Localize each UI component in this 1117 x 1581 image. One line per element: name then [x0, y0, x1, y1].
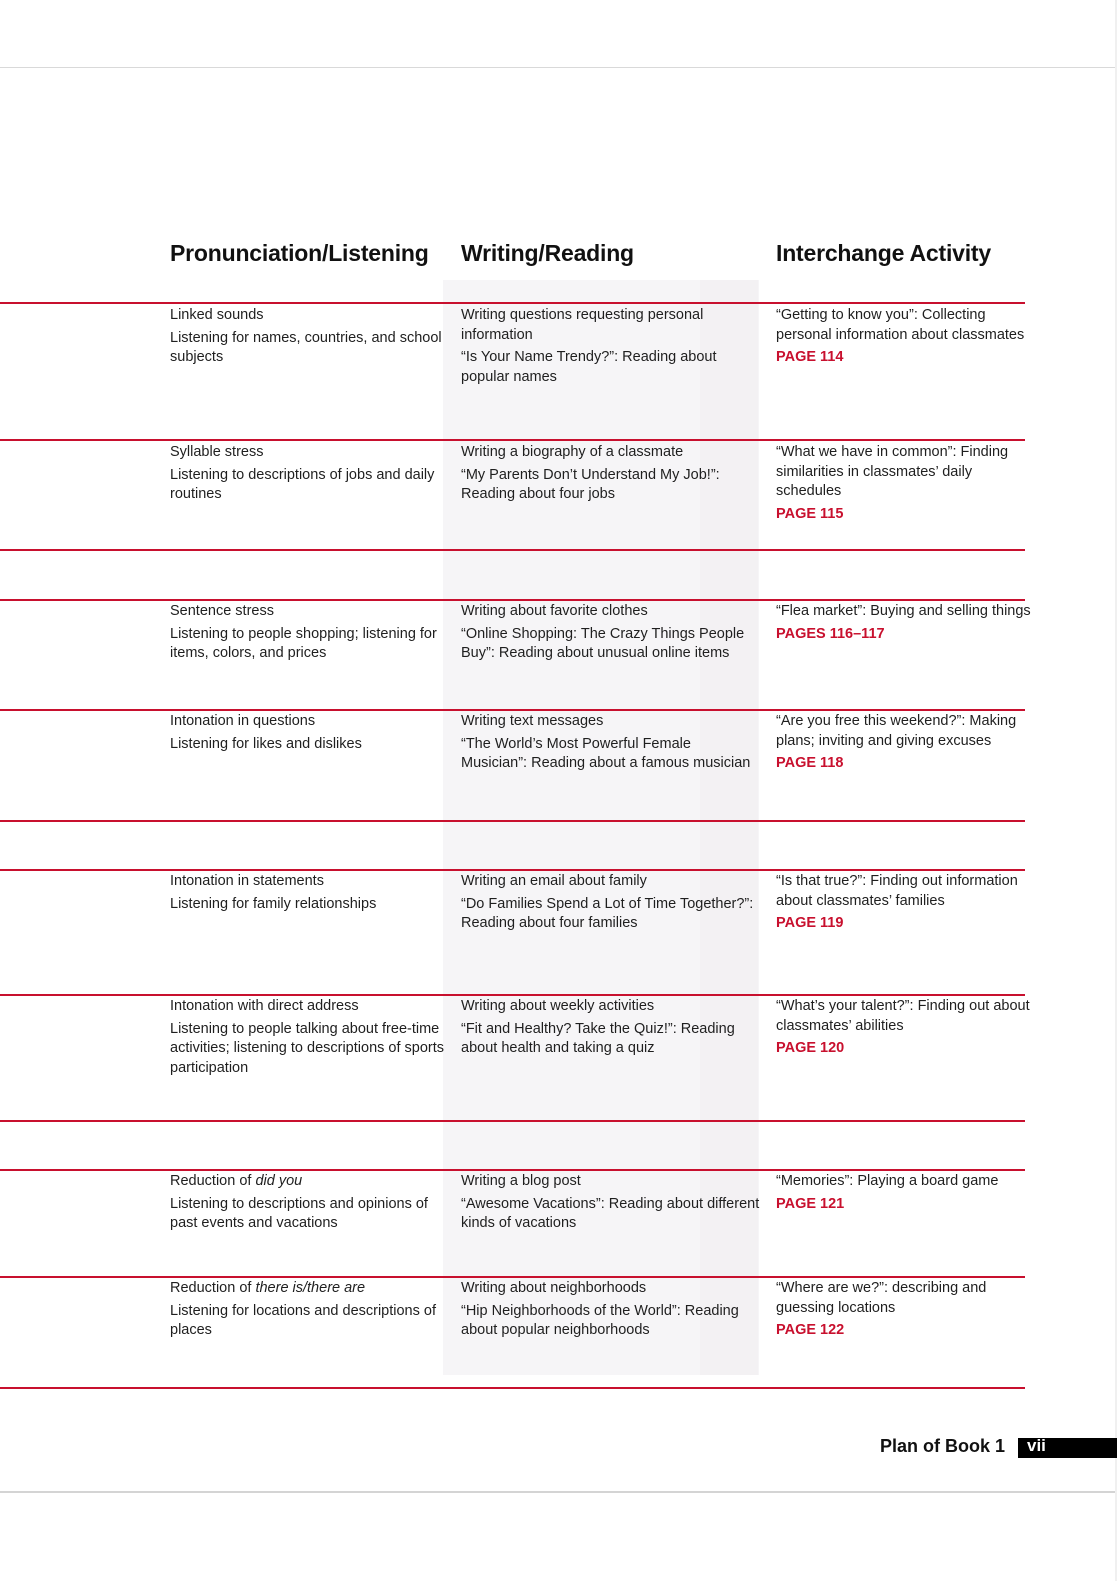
- table-row-2-pronunciation: [170, 443, 450, 508]
- pronunciation-italic-term: did you: [255, 1173, 303, 1189]
- pronunciation-topic: Sentence stress: [170, 603, 274, 619]
- listening-topic: Listening to people talking about free-time activities; listening to descriptions of sports participation: [170, 1020, 445, 1076]
- listening-topic: Listening for likes and dislikes: [170, 735, 362, 752]
- row-divider: [0, 439, 1025, 441]
- writing-topic: Writing questions requesting personal information: [461, 307, 704, 343]
- pronunciation-topic: Intonation with direct address: [170, 998, 359, 1014]
- table-row-3-writing: [461, 602, 761, 667]
- table-row-3-activity: [776, 602, 1031, 647]
- pronunciation-topic: Intonation in statements: [170, 873, 324, 889]
- writing-topic: Writing text messages: [461, 713, 604, 729]
- header-writing-reading: Writing/Reading: [461, 240, 634, 266]
- activity-page-link[interactable]: PAGE 115: [776, 505, 844, 522]
- activity-page-link[interactable]: PAGES 116–117: [776, 625, 885, 642]
- table-row-7-activity: [776, 1172, 1031, 1217]
- activity-page-link[interactable]: PAGE 121: [776, 1195, 845, 1212]
- writing-topic: Writing a blog post: [461, 1173, 581, 1189]
- pronunciation-prefix: Reduction of: [170, 1173, 256, 1189]
- pronunciation-topic: [170, 1279, 450, 1299]
- reading-topic: “Fit and Healthy? Take the Quiz!”: Reading about health and taking a quiz: [461, 1020, 735, 1056]
- table-row-8-pronunciation: [170, 1279, 450, 1344]
- writing-topic: Writing a biography of a classmate: [461, 444, 684, 460]
- activity-description: “Where are we?”: describing and guessing locations: [776, 1280, 987, 1316]
- pronunciation-topic: Intonation in questions: [170, 713, 316, 729]
- reading-topic: “Hip Neighborhoods of the World”: Reading about popular neighborhoods: [461, 1302, 739, 1338]
- reading-topic: “Awesome Vacations”: Reading about different kinds of vacations: [461, 1195, 760, 1231]
- header-interchange-activity: Interchange Activity: [776, 240, 991, 266]
- activity-description: “Flea market”: Buying and selling things: [776, 603, 1031, 619]
- listening-topic: Listening for family relationships: [170, 895, 377, 912]
- table-row-8-activity: [776, 1279, 1031, 1344]
- table-row-4-writing: [461, 712, 761, 777]
- reading-topic: “Online Shopping: The Crazy Things People Buy”: Reading about unusual online items: [461, 625, 745, 661]
- scan-edge-top: [0, 67, 1117, 68]
- table-row-5-activity: [776, 872, 1031, 937]
- listening-topic: Listening to people shopping; listening for items, colors, and prices: [170, 625, 437, 661]
- writing-topic: Writing about favorite clothes: [461, 603, 648, 619]
- writing-topic: Writing about neighborhoods: [461, 1280, 647, 1296]
- page-number: vii: [1027, 1436, 1046, 1455]
- row-divider: [0, 1276, 1025, 1278]
- activity-description: “Getting to know you”: Collecting personal information about classmates: [776, 307, 1025, 343]
- reading-topic: “My Parents Don’t Understand My Job!”: Reading about four jobs: [461, 466, 720, 502]
- reading-topic: “Is Your Name Trendy?”: Reading about popular names: [461, 349, 717, 385]
- table-row-1-writing: [461, 306, 761, 390]
- table-row-2-writing: [461, 443, 761, 508]
- table-row-6-pronunciation: [170, 997, 450, 1081]
- pronunciation-topic: [170, 1172, 450, 1192]
- row-divider: [0, 599, 1025, 601]
- table-row-5-writing: [461, 872, 761, 937]
- activity-page-link[interactable]: PAGE 120: [776, 1040, 845, 1056]
- writing-topic: Writing about weekly activities: [461, 998, 655, 1014]
- writing-topic: Writing an email about family: [461, 873, 647, 889]
- table-row-7-writing: [461, 1172, 761, 1237]
- row-divider: [0, 1387, 1025, 1389]
- row-divider: [0, 820, 1025, 822]
- table-row-6-activity: [776, 997, 1031, 1062]
- activity-page-link[interactable]: PAGE 114: [776, 349, 844, 365]
- pronunciation-topic: Linked sounds: [170, 307, 264, 323]
- activity-page-link[interactable]: PAGE 122: [776, 1322, 845, 1338]
- listening-topic: Listening to descriptions and opinions of past events and vacations: [170, 1195, 428, 1231]
- table-row-1-pronunciation: [170, 306, 450, 371]
- listening-topic: Listening for locations and descriptions of places: [170, 1302, 436, 1338]
- activity-description: “Memories”: Playing a board game: [776, 1173, 999, 1189]
- activity-description: “Is that true?”: Finding out information about classmates’ families: [776, 873, 1018, 909]
- row-divider: [0, 709, 1025, 711]
- pronunciation-italic-term: there is/there are: [255, 1280, 366, 1296]
- activity-description: “What we have in common”: Finding similarities in classmates’ daily schedules: [776, 444, 1009, 499]
- listening-topic: Listening to descriptions of jobs and daily routines: [170, 466, 435, 502]
- table-row-1-activity: [776, 306, 1031, 371]
- row-divider: [0, 1169, 1025, 1171]
- row-divider: [0, 994, 1025, 996]
- listening-topic: Listening for names, countries, and school subjects: [170, 329, 442, 365]
- activity-description: “What’s your talent?”: Finding out about classmates’ abilities: [776, 998, 1030, 1034]
- activity-description: “Are you free this weekend?”: Making plans; inviting and giving excuses: [776, 713, 1017, 749]
- pronunciation-topic: Syllable stress: [170, 444, 264, 460]
- activity-page-link[interactable]: PAGE 119: [776, 915, 844, 931]
- table-row-8-writing: [461, 1279, 761, 1344]
- reading-topic: “Do Families Spend a Lot of Time Together?”: Reading about four families: [461, 895, 754, 931]
- table-row-6-writing: [461, 997, 761, 1062]
- activity-page-link[interactable]: PAGE 118: [776, 755, 844, 771]
- scan-edge-bottom: [0, 1491, 1117, 1493]
- table-row-4-activity: [776, 712, 1031, 777]
- table-row-3-pronunciation: [170, 602, 450, 667]
- table-row-5-pronunciation: [170, 872, 450, 917]
- footer-title: Plan of Book 1: [880, 1436, 1006, 1456]
- header-pronunciation-listening: Pronunciation/Listening: [170, 240, 429, 266]
- row-divider: [0, 549, 1025, 551]
- pronunciation-prefix: Reduction of: [170, 1280, 256, 1296]
- row-divider: [0, 1120, 1025, 1122]
- row-divider: [0, 869, 1025, 871]
- table-row-7-pronunciation: [170, 1172, 450, 1237]
- table-row-4-pronunciation: [170, 712, 450, 757]
- reading-topic: “The World’s Most Powerful Female Musician”: Reading about a famous musician: [461, 735, 751, 771]
- row-divider: [0, 302, 1025, 304]
- table-row-2-activity: [776, 443, 1031, 527]
